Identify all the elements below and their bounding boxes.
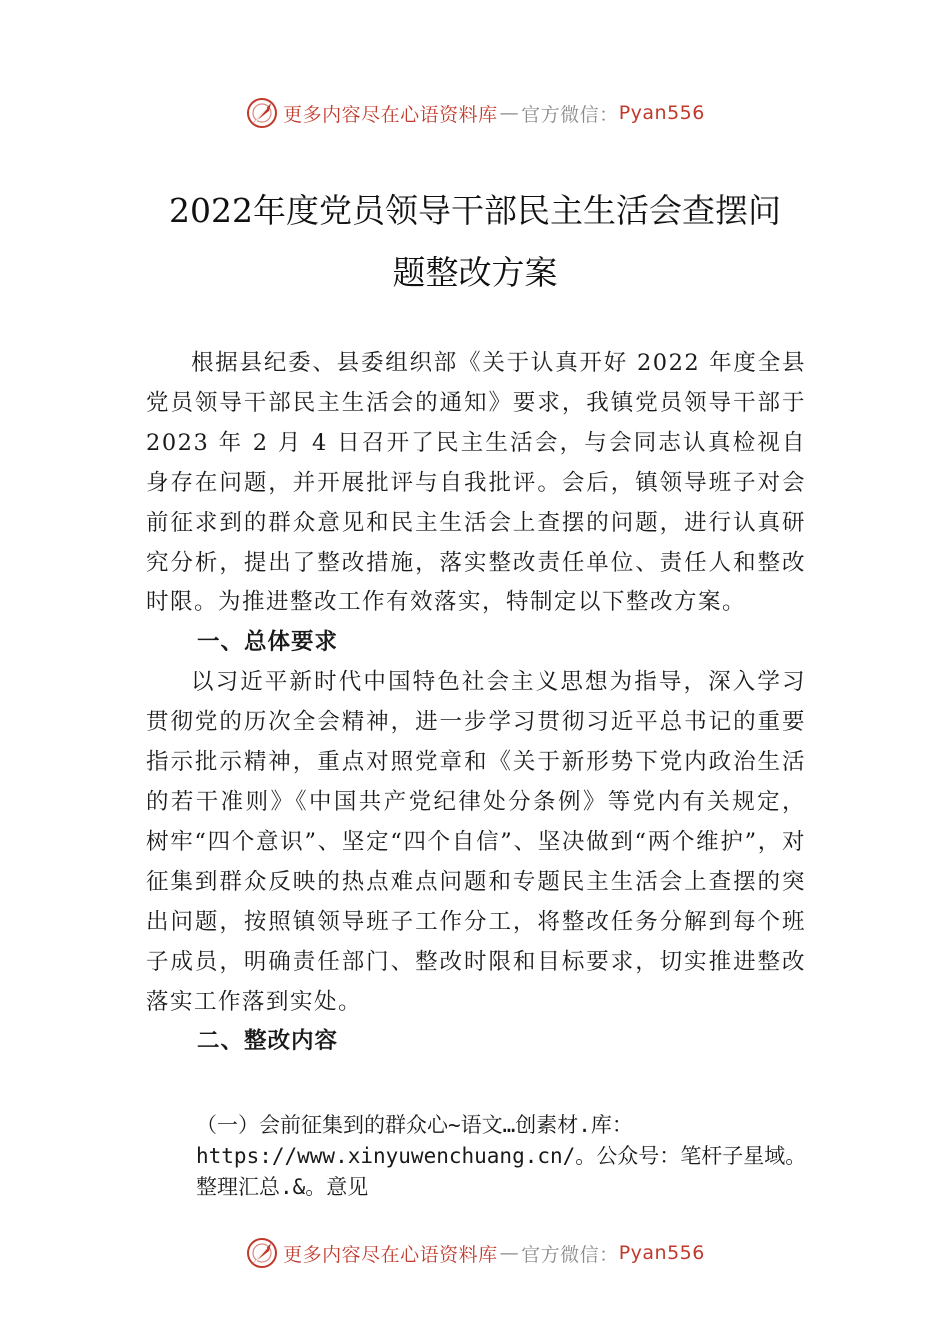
quill-logo-icon (245, 1236, 279, 1270)
subsection-line-3: 整理汇总.&。意见 (196, 1175, 369, 1199)
section-1-heading: 一、总体要求 (197, 629, 339, 656)
banner-wechat-id: Pyan556 (618, 1242, 705, 1264)
banner-wechat-label: 官方微信： (521, 103, 619, 126)
quill-logo-icon (245, 96, 279, 130)
section-2-heading: 二、整改内容 (197, 1028, 339, 1055)
banner-library-text: 更多内容尽在心语资料库 (283, 1243, 498, 1266)
footer-watermark-banner (0, 1233, 950, 1273)
header-watermark-banner (0, 93, 950, 133)
banner-dash: — (499, 1242, 520, 1264)
document-body (146, 344, 806, 1062)
intro-paragraph: 根据县纪委、县委组织部《关于认真开好 2022 年度全县党员领导干部民主生活会的通知》要求，我镇党员领导干部于 2023 年 2 月 4 日召开了民主生活会，与会同志认真检视自身存在问题，并开展批评与自我批评。会后，镇领导班子对会前征求到的群众意见和民主生活会上查摆的问题，进行认真研究分析，提出了整改措施，落实整改责任单位、责任人和整改时限。为推进整改工作有效落实，特制定以下整改方案。 (146, 350, 806, 616)
title-line-2: 题整改方案 (392, 253, 558, 292)
section-1-paragraph: 以习近平新时代中国特色社会主义思想为指导，深入学习贯彻党的历次全会精神，进一步学习贯彻习近平总书记的重要指示批示精神，重点对照党章和《关于新形势下党内政治生活的若干准则》《中国共产党纪律处分条例》等党内有关规定，树牢“四个意识”、坚定“四个自信”、坚决做到“两个维护”，对征集到群众反映的热点难点问题和专题民主生活会上查摆的突出问题，按照镇领导班子工作分工，将整改任务分解到每个班子成员，明确责任部门、整改时限和目标要求，切实推进整改落实工作落到实处。 (146, 669, 806, 1015)
banner-dash: — (499, 102, 520, 124)
subsection-line-1: （一）会前征集到的群众心~语文…创素材.库： (196, 1113, 633, 1137)
subsection-line-2: https://www.xinyuwenchuang.cn/。公众号：笔杆子星域。 (196, 1144, 807, 1168)
subsection-1 (196, 1110, 896, 1203)
banner-wechat-id: Pyan556 (618, 102, 705, 124)
document-title (0, 180, 950, 304)
banner-wechat-label: 官方微信： (521, 1243, 619, 1266)
title-line-1: 2022年度党员领导干部民主生活会查摆问 (169, 191, 781, 230)
banner-library-text: 更多内容尽在心语资料库 (283, 103, 498, 126)
